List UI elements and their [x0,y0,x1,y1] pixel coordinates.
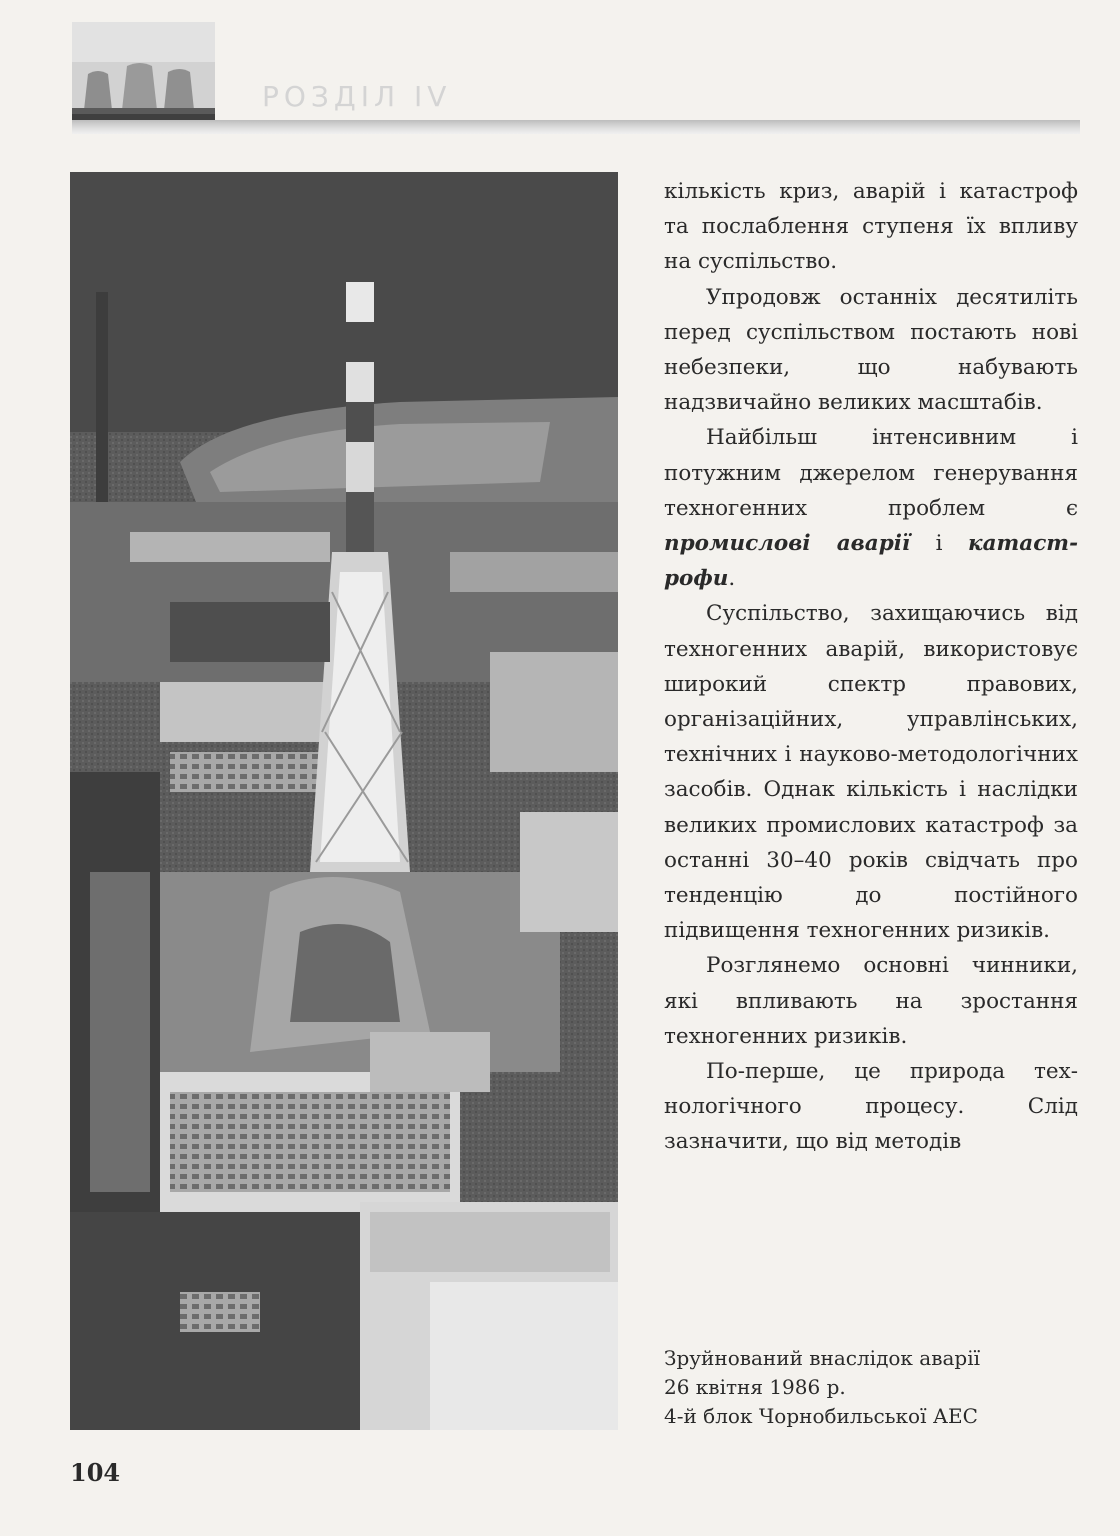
paragraph-3-text-start: Найбільш інтенсивним і потужним джерелом генерування техногенних проблем є [664,425,1078,521]
emphasis-industrial-accidents: промислові аварії [664,531,911,557]
header-thumbnail-photo [72,22,215,122]
paragraph-4: Суспільство, захищаючись від техногенних аварій, використовує широкий спектр правових, організаційних, управлінських, технічних і науково-методологічних засобів. Однак кількість і наслідки великих промислових катастроф за останні 30–40 років свідчать про тенденцію до постійного підвищення техногенних ризиків. [664,601,1078,944]
paragraph-1: кількість криз, аварій і катастроф та послаблення ступеня їх впливу на суспільство. [664,179,1078,275]
caption-line-3: 4-й блок Чорнобильської АЕС [664,1404,978,1428]
caption-line-1: Зруйнований внаслідок аварії [664,1346,980,1370]
paragraph-3-text-end: . [728,566,736,592]
reactor-building-image [70,172,618,1430]
page-number: 104 [70,1458,121,1487]
body-text-column [664,174,1078,1160]
header-rule [72,120,1080,134]
paragraph-3 [664,420,1078,596]
caption-line-2: 26 квітня 1986 р. [664,1375,846,1399]
chernobyl-reactor-photo [70,172,618,1430]
paragraph-2: Упродовж останніх десятиліть перед суспільством постають нові небезпеки, що набувають надзвичайно великих масштабів. [664,284,1078,416]
cooling-towers-image [72,22,215,122]
paragraph-3-conjunction: і [910,531,969,557]
paragraph-6: По-перше, це природа технологічного процесу. Слід зазначити, що від методів [664,1059,1078,1155]
paragraph-5: Розглянемо основні чинники, які впливають на зростання техногенних ризиків. [664,953,1078,1049]
section-label: РОЗДІЛ IV [262,80,452,113]
emphasis-catastrophes: катастрофи [664,531,1078,592]
photo-caption [664,1344,1084,1431]
